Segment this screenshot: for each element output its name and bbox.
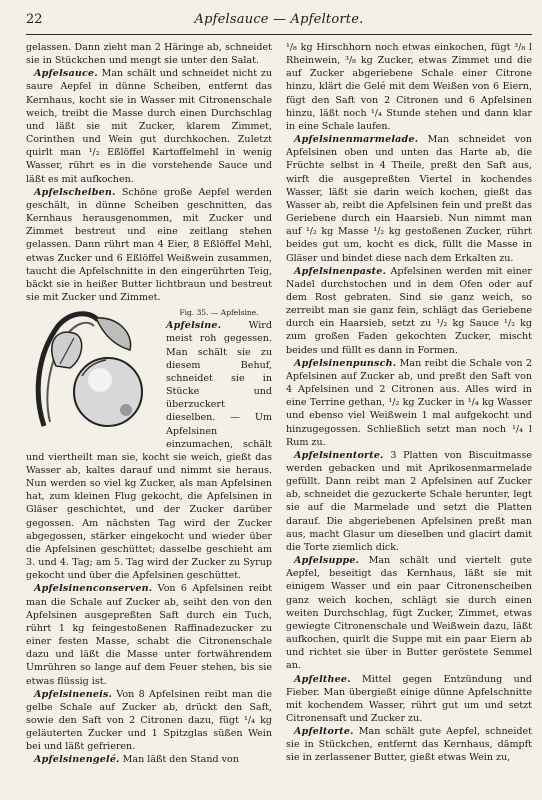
- entry-apfelsineneis: [26, 688, 272, 754]
- right-column: [286, 41, 532, 767]
- entry-heading: Apfelsinenpaste.: [294, 265, 387, 277]
- entry-body: Man schneidet von Apfelsinen oben und unten das Harte ab, die Früchte selbst in 4 Theile, preßt den Saft aus, wirft die ausgepreßten Viertel in kochendes Wasser, läßt sie darin weich kochen, gießt das Wasser ab, reibt die Apfelsinen fein und preßt das Geriebene durch ein Haarsieb. Nun nimmt man auf ¹/₂ kg Masse ¹/₂ kg gestoßenen Zucker, rührt beides gut um, kocht es dick, füllt die Masse in Gläser und bindet diese nach dem Erkalten zu.: [286, 134, 532, 264]
- entry-heading: Apfelthee.: [294, 673, 351, 685]
- figure: [26, 306, 158, 436]
- entry-heading: Apfelsuppe.: [294, 555, 360, 567]
- entry-apfelsinenconserven: [26, 582, 272, 687]
- entry-heading: Apfelsinenconserven.: [34, 583, 153, 595]
- entry-body: Man schält und viertelt gute Aepfel, beseitigt das Kernhaus, läßt sie mit einigem Wasser und ein paar Citronenscheiben ganz weich kochen, schlägt sie durch einen weiten Durchschlag, fügt Zucker, Zimmet, etwas gewiegte Citronenschale und Weißwein dazu, läßt aufkochen, quirlt die Suppe mit ein paar Eiern ab und richtet sie über in Butter geröstete Semmel an.: [286, 555, 532, 672]
- entry-body: Mittel gegen Entzündung und Fieber. Man übergießt einige dünne Apfelschnitte mit kochendem Wasser, rührt gut um und setzt Citronensaft und Zucker zu.: [286, 673, 532, 724]
- entry-heading: Apfelscheiben.: [34, 186, 116, 198]
- entry-heading: Apfelsinentorte.: [294, 449, 384, 461]
- page-number: 22: [26, 12, 43, 27]
- orange-illustration: [26, 306, 158, 436]
- figure-caption: Fig. 35. — Apfelsine.: [179, 308, 259, 318]
- entry-heading: Apfelsineneis.: [34, 688, 113, 700]
- running-title: Apfelsauce — Apfeltorte.: [194, 12, 364, 27]
- paragraph: gelassen. Dann zieht man 2 Häringe ab, schneidet sie in Stückchen und mengt sie unter den Salat.: [26, 42, 272, 67]
- entry-body: Man läßt den Stand von: [119, 754, 239, 766]
- entry-body: Man reibt die Schale von 2 Apfelsinen auf Zucker ab, und preßt den Saft von 4 Apfelsinen und 2 Citronen aus. Alles wird in eine Terrine gethan, ¹/₂ kg Zucker in ¹/₄ kg Wasser und ebenso viel Weißwein 1 mal aufgekocht und hinzugegossen. Schließlich setzt man noch ¹/₄ l Rum zu.: [286, 357, 532, 448]
- entry-apfelsauce: [26, 67, 272, 185]
- entry-body: Apfelsinen werden mit einer Nadel durchstochen und in dem Ofen oder auf dem Rost gebraten. Sind sie ganz weich, so zerreibt man sie ganz fein, schlägt das Geriebene durch ein Haarsieb, setzt zu ¹/₂ kg Sauce ¹/₂ kg zum großen Faden gekochten Zucker, mischt beides und füllt es dann in Formen.: [286, 265, 532, 356]
- entry-apfeltorte: [286, 725, 532, 764]
- entry-apfelthee: [286, 673, 532, 726]
- entry-heading: Apfeltorte.: [294, 726, 354, 738]
- entry-body: Man schält und schneidet nicht zu saure Aepfel in dünne Scheiben, entfernt das Kernhaus, kocht sie in Wasser mit Citronenschale weich, treibt die Masse durch einen Durchschlag und läßt sie mit Zucker, klarem Zimmet, Corinthen und Wein gut durchkochen. Zuletzt quirlt man ¹/₂ Eßlöffel Kartoffelmehl in wenig Wasser, rührt es in die vorstehende Sauce und läßt es mit aufkochen.: [26, 68, 272, 185]
- entry-heading: Apfelsinenpunsch.: [294, 357, 397, 369]
- entry-heading: Apfelsinenmarmelade.: [294, 134, 419, 146]
- entry-apfelsinentorte: [286, 449, 532, 554]
- entry-apfelsinenpunsch: [286, 357, 532, 449]
- entry-apfelsuppe: [286, 554, 532, 672]
- entry-body: Von 6 Apfelsinen reibt man die Schale auf Zucker ab, seiht den von den Apfelsinen ausgepreßten Saft durch ein Tuch, rührt 1 kg feingestoßenen Raffinadezucker zu einer festen Masse, schabt die Citronenschale dazu und läßt die Masse unter fortwährendem Umrühren so lange auf dem Feuer stehen, bis sie etwas flüssig ist.: [26, 583, 272, 687]
- page-header: [26, 12, 532, 35]
- entry-heading: Apfelsinengelé.: [34, 754, 120, 766]
- entry-body: Von 8 Apfelsinen reibt man die gelbe Schale auf Zucker ab, drückt den Saft, sowie den Saft von 2 Citronen dazu, fügt ¹/₄ kg geläuterten Zucker und 1 Spitzglas süßen Wein bei und läßt gefrieren.: [26, 688, 272, 753]
- entry-apfelsinenpaste: [286, 265, 532, 357]
- entry-body: 3 Platten von Biscuitmasse werden gebacken und mit Aprikosenmarmelade gefüllt. Dann reibt man 2 Apfelsinen auf Zucker ab, schneidet die gezuckerte Schale herunter, legt sie auf die Marmelade und setzt die Platten darauf. Die abgeriebenen Apfelsinen preßt man aus, macht Glasur um dieselben und glacirt damit die Torte ziemlich dick.: [286, 449, 532, 553]
- left-column: [26, 41, 272, 767]
- entry-heading: Apfelsauce.: [34, 68, 98, 80]
- entry-body: Man schält gute Aepfel, schneidet sie in Stückchen, entfernt das Kernhaus, dämpft sie in zerlassener Butter, gießt etwas Wein zu,: [286, 726, 532, 764]
- entry-apfelsinenmarmelade: [286, 133, 532, 265]
- entry-apfelscheiben: [26, 186, 272, 304]
- entry-body: Schöne große Aepfel werden geschält, in dünne Scheiben geschnitten, das Kernhaus herausgenommen, mit Zucker und Zimmet bestreut und eine zeitlang stehen gelassen. Dann rührt man 4 Eier, 8 Eßlöffel Mehl, etwas Zucker und 6 Eßlöffel Weißwein zusammen, taucht die Apfelschnitte in den eingerührten Teig, bäckt sie in heißer Butter lichtbraun und bestreut sie mit Zucker und Zimmet.: [26, 186, 272, 303]
- entry-apfelsinengele: [26, 753, 272, 766]
- entry-heading: Apfelsine.: [166, 320, 222, 332]
- entry-body: Wird meist roh gegessen. Man schält sie zu diesem Behuf, schneidet sie in Stücke und überzuckert dieselben. — Um Apfelsinen einzumachen, schält und viertheilt man sie, kocht sie weich, gießt das Wasser ab, kaltes darauf und nimmt sie heraus. Nun werden so viel kg Zucker, als man Apfelsinen hat, zum kleinen Flug gekocht, die Apfelsinen in Gläser geschichtet, und der Zucker darüber gegossen. Am nächsten Tag wird der Zucker abgegossen, stärker eingekocht und wieder über die Apfelsinen geschüttet; dasselbe geschieht am 3. und 4. Tag; am 5. Tag wird der Zucker zu Syrup gekocht und über die Apfelsinen geschüttet.: [26, 320, 272, 582]
- paragraph: ¹/₈ kg Hirschhorn noch etwas einkochen, fügt ³/₈ l Rheinwein, ³/₈ kg Zucker, etwas Zimmet und die auf Zucker abgeriebene Schale einer Citrone hinzu, klärt die Gelé mit dem Weißen von 6 Eiern, fügt den Saft von 2 Citronen und 6 Apfelsinen hinzu, läßt noch ¹/₄ Stunde stehen und dann klar in eine Schale laufen.: [286, 42, 532, 132]
